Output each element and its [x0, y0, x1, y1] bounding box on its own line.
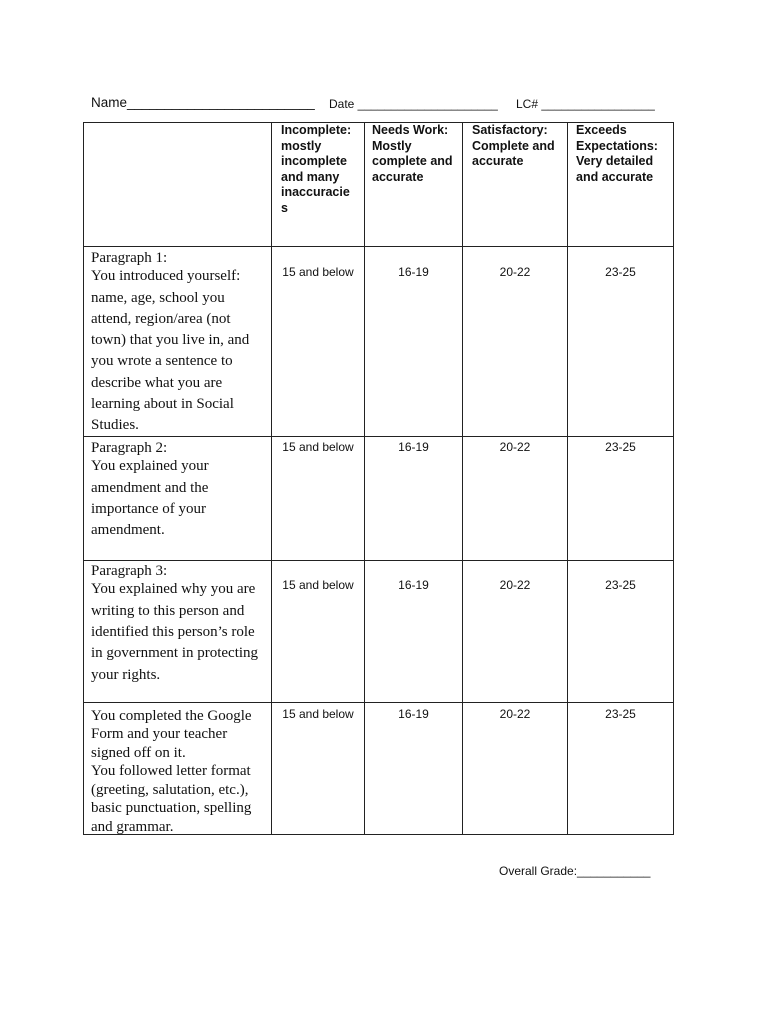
- criterion-label: Paragraph 1:: [91, 249, 168, 266]
- name-field-label: Name_________________________: [91, 95, 315, 110]
- score-cell-incomplete: [272, 703, 365, 835]
- score-range: 23-25: [605, 707, 636, 721]
- score-cell-incomplete: [272, 437, 365, 561]
- score-cell-satisfactory: [463, 561, 568, 703]
- criterion-line: your rights.: [91, 666, 161, 683]
- column-header-line: and accurate: [576, 169, 654, 184]
- score-range: 20-22: [499, 440, 531, 454]
- column-header-line: Mostly: [372, 138, 412, 153]
- criterion-line: learning about in Social: [91, 396, 234, 413]
- criterion-line: (greeting, salutation, etc.),: [91, 781, 249, 798]
- column-header-line: Complete and: [472, 138, 555, 153]
- score-range: 20-22: [499, 578, 531, 592]
- criterion-line: Studies.: [91, 417, 139, 434]
- criterion-line: you wrote a sentence to: [91, 353, 233, 370]
- score-cell-incomplete: [272, 247, 365, 437]
- column-header-incomplete: [272, 122, 365, 247]
- criterion-line: You completed the Google: [91, 707, 252, 724]
- score-cell-needs-work: [365, 561, 463, 703]
- criterion-line: Form and your teacher: [91, 726, 228, 743]
- score-cell-satisfactory: [463, 437, 568, 561]
- column-header-line: incomplete: [281, 154, 347, 169]
- score-range: 23-25: [605, 578, 636, 592]
- column-header-line: Expectations:: [576, 138, 658, 153]
- score-cell-satisfactory: [463, 247, 568, 437]
- score-cell-incomplete: [272, 561, 365, 703]
- criterion-line: and grammar.: [91, 818, 174, 835]
- column-header-exceeds-expectations: [568, 122, 674, 247]
- criterion-line: town) that you live in, and: [91, 332, 250, 349]
- criterion-line: writing to this person and: [91, 602, 245, 619]
- score-range: 16-19: [398, 707, 429, 721]
- column-header-line: mostly: [281, 138, 322, 153]
- score-range: 20-22: [499, 265, 531, 279]
- criterion-line: signed off on it.: [91, 744, 186, 761]
- score-range: 16-19: [398, 440, 429, 454]
- score-range: 15 and below: [282, 578, 354, 592]
- criterion-line: attend, region/area (not: [91, 310, 231, 327]
- score-range: 23-25: [605, 440, 636, 454]
- criterion-paragraph-1: [83, 247, 272, 437]
- criterion-line: importance of your: [91, 500, 206, 517]
- column-header-satisfactory: [463, 122, 568, 247]
- criterion-line: in government in protecting: [91, 645, 259, 662]
- column-header-line: complete and: [372, 154, 453, 169]
- rubric-table: [83, 122, 674, 835]
- criterion-line: identified this person’s role: [91, 623, 255, 640]
- column-header-line: accurate: [472, 154, 524, 169]
- score-range: 16-19: [398, 578, 429, 592]
- criterion-format-and-form: [83, 703, 272, 835]
- column-header-line: s: [281, 200, 288, 215]
- score-cell-exceeds: [568, 437, 674, 561]
- criterion-line: You explained why you are: [91, 581, 256, 598]
- column-header-line: Exceeds: [576, 123, 627, 137]
- column-header-line: Needs Work:: [372, 123, 449, 137]
- criterion-line: name, age, school you: [91, 289, 225, 306]
- column-header-line: and many: [281, 169, 340, 184]
- date-field-label: Date _____________________: [329, 97, 498, 111]
- lc-number-field-label: LC# _________________: [516, 97, 655, 111]
- score-cell-exceeds: [568, 561, 674, 703]
- column-header-line: accurate: [372, 169, 424, 184]
- criterion-label: Paragraph 3:: [91, 562, 168, 579]
- corner-cell: [83, 122, 272, 247]
- criterion-line: You followed letter format: [91, 763, 251, 780]
- criterion-line: describe what you are: [91, 374, 223, 391]
- score-cell-exceeds: [568, 703, 674, 835]
- criterion-label: Paragraph 2:: [91, 439, 168, 456]
- score-cell-needs-work: [365, 703, 463, 835]
- criterion-line: basic punctuation, spelling: [91, 800, 252, 817]
- column-header-line: inaccuracie: [281, 185, 350, 200]
- score-range: 20-22: [499, 707, 531, 721]
- criterion-line: amendment and the: [91, 479, 209, 496]
- criterion-paragraph-2: [83, 437, 272, 561]
- score-cell-exceeds: [568, 247, 674, 437]
- column-header-line: Satisfactory:: [472, 123, 548, 137]
- score-cell-satisfactory: [463, 703, 568, 835]
- score-range: 15 and below: [282, 707, 354, 721]
- score-range: 15 and below: [282, 265, 354, 279]
- score-range: 23-25: [605, 265, 636, 279]
- criterion-line: You explained your: [91, 458, 209, 475]
- column-header-needs-work: [365, 122, 463, 247]
- column-header-line: Very detailed: [576, 154, 654, 169]
- criterion-line: You introduced yourself:: [91, 268, 241, 285]
- score-cell-needs-work: [365, 437, 463, 561]
- overall-grade-label: Overall Grade:___________: [499, 864, 651, 878]
- column-header-line: Incomplete:: [281, 123, 352, 137]
- score-range: 16-19: [398, 265, 429, 279]
- criterion-line: amendment.: [91, 522, 165, 539]
- score-range: 15 and below: [282, 440, 354, 454]
- score-cell-needs-work: [365, 247, 463, 437]
- criterion-paragraph-3: [83, 561, 272, 703]
